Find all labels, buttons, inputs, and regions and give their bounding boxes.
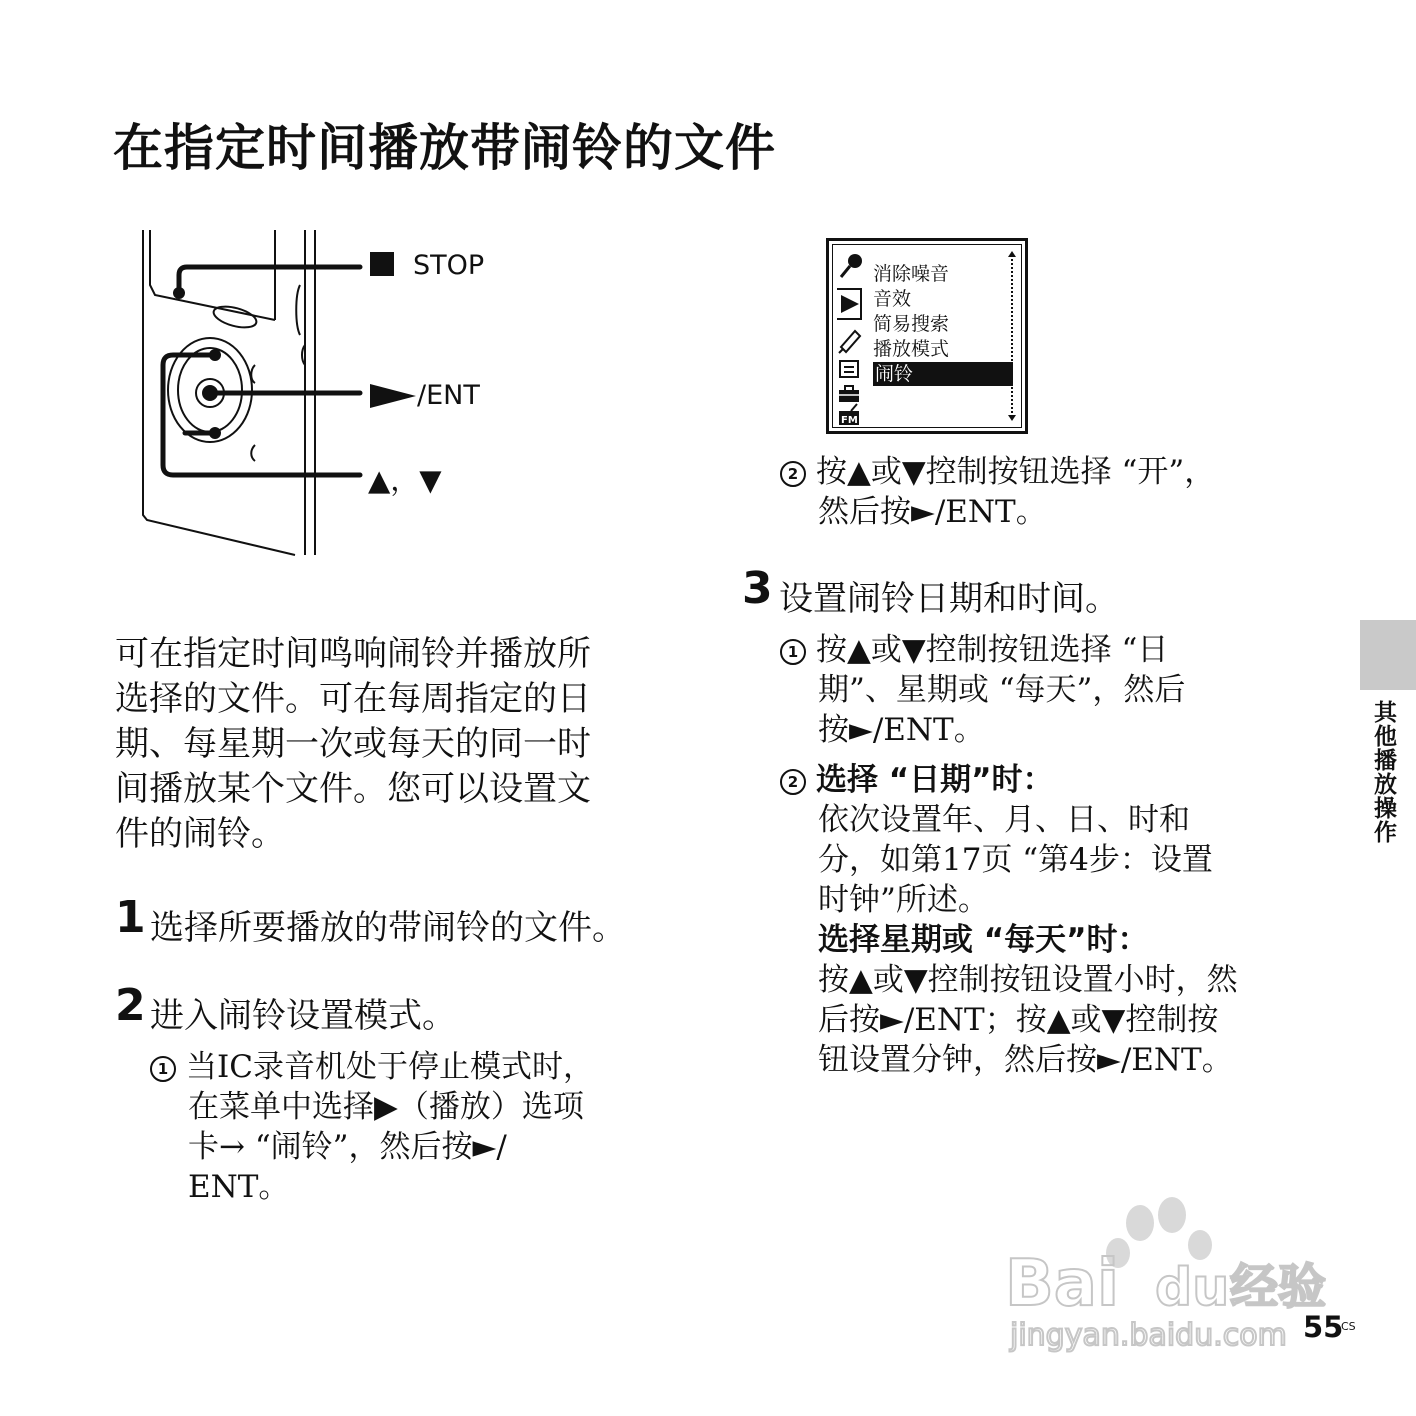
intro-paragraph [115, 632, 591, 857]
menu-inner-frame [832, 244, 1022, 428]
fm-text: FM [841, 415, 858, 426]
paw-logo [1000, 1195, 1340, 1370]
watermark-brand2: du [1155, 1258, 1230, 1318]
circled-number: 1 [780, 639, 806, 665]
scroll-down-icon [1008, 415, 1016, 421]
step-2-sub-1 [150, 1047, 594, 1207]
step-1-text: 选择所要播放的带闹铃的文件。 [150, 908, 626, 948]
scroll-track [1011, 259, 1013, 413]
scroll-up-icon [1008, 251, 1016, 257]
menu-scrollbar[interactable] [1008, 251, 1016, 421]
sub-line: 然后按►/ENT。 [818, 494, 1047, 530]
sub-line: 依次设置年、月、日、时和 [818, 802, 1190, 838]
step-1-number: 1 [115, 892, 146, 943]
sub-line: 钮设置分钟，然后按►/ENT。 [818, 1042, 1233, 1078]
watermark-brand: Bai [1005, 1247, 1119, 1321]
menu-item-noise[interactable]: 消除噪音 [873, 263, 950, 285]
microphone-icon [841, 254, 862, 277]
sub-heading: 选择星期或 “每天”时： [818, 922, 1149, 958]
sub-line: 按►/ENT。 [818, 712, 985, 748]
step-3-text: 设置闹铃日期和时间。 [779, 579, 1119, 619]
sub-line: 按▲或▼控制按钮选择 “开”， [816, 454, 1216, 490]
menu-screen [826, 238, 1028, 434]
page-number: 55 [1303, 1310, 1344, 1344]
pencil-icon [839, 331, 860, 353]
fm-icon [839, 404, 859, 426]
sub-line: 后按►/ENT；按▲或▼控制按 [818, 1002, 1219, 1038]
page-title: 在指定时间播放带闹铃的文件 [113, 118, 776, 177]
sub-line: 当IC录音机处于停止模式时， [186, 1049, 594, 1085]
sub-line: 分，如第17页 “第4步：设置 [818, 842, 1213, 878]
stop-square-icon [370, 252, 394, 276]
menu-item-easy-search[interactable]: 简易搜索 [873, 313, 950, 335]
step-2-number: 2 [115, 980, 146, 1031]
display-icon [840, 361, 858, 377]
menu-item-alarm[interactable]: 闹铃 [873, 362, 1013, 386]
watermark-url: jingyan.baidu.com [1010, 1318, 1287, 1353]
step-3-number: 3 [742, 563, 773, 614]
sub-line: 卡→ “闹铃”，然后按►/ [188, 1129, 507, 1165]
menu-item-effect[interactable]: 音效 [873, 288, 912, 310]
sub-line: 期”、星期或 “每天”，然后 [818, 672, 1186, 708]
sub-line: 在菜单中选择▶（播放）选项 [188, 1089, 584, 1125]
sub-line: 时钟”所述。 [818, 882, 989, 918]
side-tab-marker [1360, 620, 1416, 690]
step-3-sub-1 [780, 630, 1185, 750]
page-suffix: CS [1341, 1320, 1356, 1333]
watermark-brand3: 经验 [1230, 1259, 1327, 1315]
play-icon [370, 382, 418, 410]
circled-number: 2 [780, 769, 806, 795]
side-section-label: 其他播放操作 [1370, 700, 1396, 844]
step-2-text: 进入闹铃设置模式。 [150, 996, 456, 1036]
intro-line: 件的闹铃。 [115, 814, 285, 854]
intro-line: 选择的文件。可在每周指定的日 [115, 679, 591, 719]
menu-item-play-mode[interactable]: 播放模式 [873, 338, 950, 360]
sub-line: 按▲或▼控制按钮选择 “日 [816, 632, 1169, 668]
sub-line: ENT。 [188, 1169, 290, 1205]
play-tab-icon [837, 289, 861, 319]
menu-tab-icons [835, 249, 865, 429]
sub-heading: 选择 “日期”时： [816, 762, 1054, 798]
play-ent-label: /ENT [417, 380, 480, 411]
baidu-watermark [1000, 1195, 1340, 1370]
intro-line: 间播放某个文件。您可以设置文 [115, 769, 591, 809]
sub-line: 按▲或▼控制按钮设置小时，然 [818, 962, 1238, 998]
toolbox-icon [839, 386, 859, 402]
circled-number: 1 [150, 1056, 176, 1082]
circled-number: 2 [780, 461, 806, 487]
up-down-label: ▲，▼ [368, 463, 442, 497]
step-3-sub-2 [780, 760, 1238, 1080]
intro-line: 可在指定时间鸣响闹铃并播放所 [115, 634, 591, 674]
intro-line: 期、每星期一次或每天的同一时 [115, 724, 591, 764]
step-2-sub-2 [780, 452, 1215, 532]
stop-label: STOP [413, 250, 485, 281]
device-diagram [135, 225, 365, 565]
